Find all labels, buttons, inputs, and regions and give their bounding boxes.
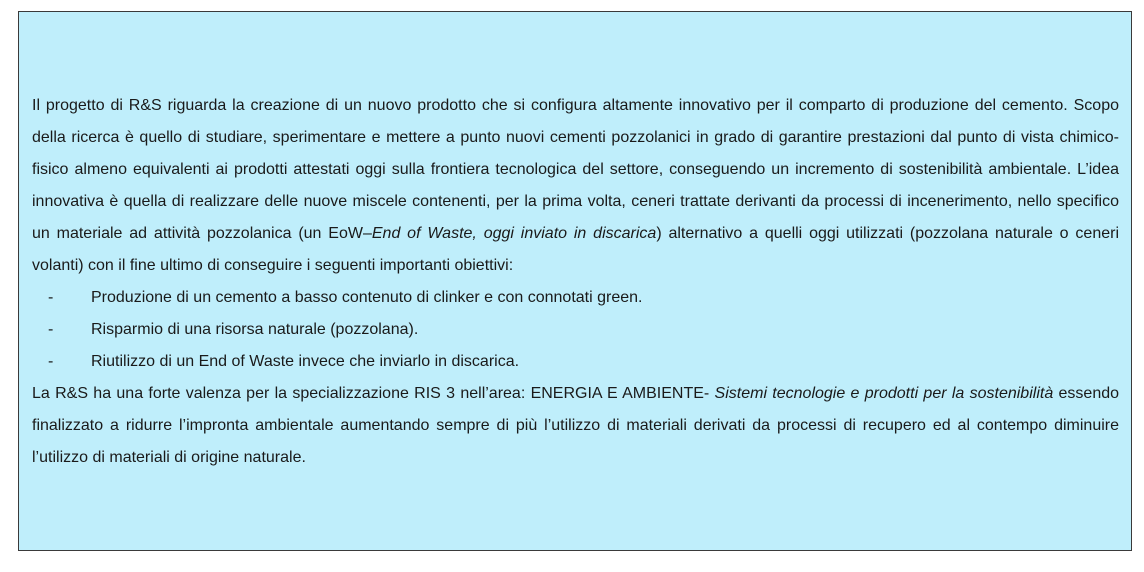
list-item bbox=[32, 314, 1119, 346]
box-content bbox=[32, 90, 1119, 474]
objectives-list bbox=[32, 282, 1119, 378]
paragraph2-text-end: essendo finalizzato a ridurre l’impronta ambientale aumentando sempre di più l’utilizzo di materiali derivati da processi di recupero ed al contempo diminuire l’utilizzo di materiali di origine naturale. bbox=[32, 385, 1120, 466]
list-item-text: Riutilizzo di un End of Waste invece che inviarlo in discarica. bbox=[91, 353, 520, 370]
specialization-paragraph bbox=[32, 378, 1119, 474]
dash-bullet: - bbox=[48, 289, 54, 306]
project-description-paragraph bbox=[32, 90, 1119, 282]
paragraph2-text-start: La R&S ha una forte valenza per la specializzazione RIS 3 nell’area: ENERGIA E AMBIENTE- bbox=[32, 385, 715, 402]
list-item bbox=[32, 282, 1119, 314]
list-item-text: Produzione di un cemento a basso contenuto di clinker e con connotati green. bbox=[91, 289, 643, 306]
dash-bullet: - bbox=[48, 353, 54, 370]
paragraph1-text-end: ) alternativo a quelli oggi utilizzati (pozzolana naturale o ceneri volanti) con il fine ultimo di conseguire i seguenti importanti obiettivi: bbox=[32, 225, 1119, 274]
paragraph1-text-start: Il progetto di R&S riguarda la creazione di un nuovo prodotto che si configura altamente innovativo per il comparto di produzione del cemento. Scopo della ricerca è quello di studiare, sperimentare e mettere a punto nuovi cementi pozzolanici in grado di garantire prestazioni dal punto di vista chimico-fisico almeno equivalenti ai prodotti attestati oggi sulla frontiera tecnologica del settore, conseguendo un incremento di sostenibilità ambientale. L’idea innovativa è quella di realizzare delle nuove miscele contenenti, per la prima volta, ceneri trattate derivanti da processi di incenerimento, nello specifico un materiale ad attività pozzolanica (un EoW– bbox=[32, 97, 1119, 242]
text-box bbox=[18, 11, 1132, 551]
list-item bbox=[32, 346, 1119, 378]
list-item-text: Risparmio di una risorsa naturale (pozzolana). bbox=[91, 321, 419, 338]
paragraph2-italic-text: Sistemi tecnologie e prodotti per la sostenibilità bbox=[714, 385, 1054, 402]
dash-bullet: - bbox=[48, 321, 54, 338]
paragraph1-italic-text: End of Waste, oggi inviato in discarica bbox=[371, 225, 657, 242]
